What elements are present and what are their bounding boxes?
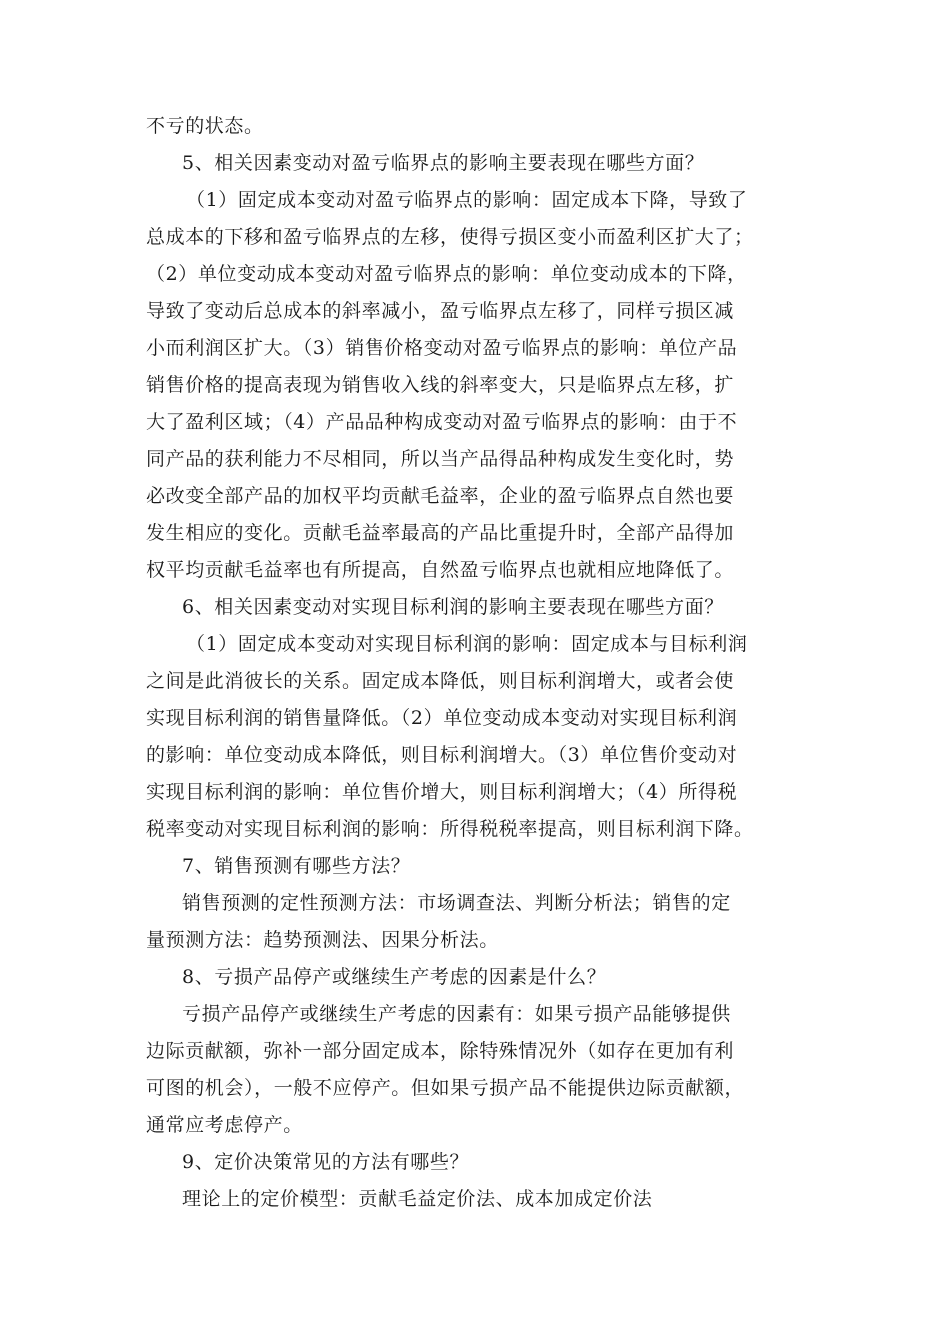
text-line: 销售预测的定性预测方法：市场调查法、判断分析法；销售的定 bbox=[182, 892, 731, 914]
text-line: 5、相关因素变动对盈亏临界点的影响主要表现在哪些方面？ bbox=[182, 152, 705, 174]
text-line: 必改变全部产品的加权平均贡献毛益率，企业的盈亏临界点自然也要 bbox=[146, 485, 735, 507]
text-line: 同产品的获利能力不尽相同，所以当产品得品种构成发生变化时，势 bbox=[146, 448, 735, 470]
text-line: 亏损产品停产或继续生产考虑的因素有：如果亏损产品能够提供 bbox=[182, 1003, 731, 1025]
text-line: 实现目标利润的影响：单位售价增大，则目标利润增大；（4）所得税 bbox=[146, 781, 738, 803]
text-line: 可图的机会），一般不应停产。但如果亏损产品不能提供边际贡献额， bbox=[146, 1077, 745, 1099]
text-line: 8、亏损产品停产或继续生产考虑的因素是什么？ bbox=[182, 966, 607, 988]
text-line: （2）单位变动成本变动对盈亏临界点的影响：单位变动成本的下降， bbox=[146, 263, 747, 285]
text-line: （1）固定成本变动对盈亏临界点的影响：固定成本下降，导致了 bbox=[186, 189, 748, 211]
text-line: 通常应考虑停产。 bbox=[146, 1114, 303, 1136]
text-line: 导致了变动后总成本的斜率减小，盈亏临界点左移了，同样亏损区减 bbox=[146, 300, 735, 322]
text-line: 的影响：单位变动成本降低，则目标利润增大。（3）单位售价变动对 bbox=[146, 744, 738, 766]
text-line: 9、定价决策常见的方法有哪些？ bbox=[182, 1151, 470, 1173]
text-line: 总成本的下移和盈亏临界点的左移，使得亏损区变小而盈利区扩大了； bbox=[146, 226, 754, 248]
text-line: 边际贡献额，弥补一部分固定成本，除特殊情况外（如存在更加有利 bbox=[146, 1040, 735, 1062]
text-line: 税率变动对实现目标利润的影响：所得税税率提高，则目标利润下降。 bbox=[146, 818, 754, 840]
text-line: 小而利润区扩大。（3）销售价格变动对盈亏临界点的影响：单位产品 bbox=[146, 337, 738, 359]
text-line: 权平均贡献毛益率也有所提高，自然盈亏临界点也就相应地降低了。 bbox=[146, 559, 735, 581]
text-line: 之间是此消彼长的关系。固定成本降低，则目标利润增大，或者会使 bbox=[146, 670, 735, 692]
text-line: 不亏的状态。 bbox=[146, 115, 264, 137]
body-text bbox=[146, 108, 821, 1218]
text-line: 销售价格的提高表现为销售收入线的斜率变大，只是临界点左移，扩 bbox=[146, 374, 735, 396]
text-line: 实现目标利润的销售量降低。（2）单位变动成本变动对实现目标利润 bbox=[146, 707, 738, 729]
text-line: （1）固定成本变动对实现目标利润的影响：固定成本与目标利润 bbox=[186, 633, 748, 655]
text-line: 发生相应的变化。贡献毛益率最高的产品比重提升时，全部产品得加 bbox=[146, 522, 735, 544]
text-line: 7、销售预测有哪些方法？ bbox=[182, 855, 411, 877]
text-line: 理论上的定价模型：贡献毛益定价法、成本加成定价法 bbox=[182, 1188, 653, 1210]
text-line: 6、相关因素变动对实现目标利润的影响主要表现在哪些方面？ bbox=[182, 596, 724, 618]
text-line: 量预测方法：趋势预测法、因果分析法。 bbox=[146, 929, 499, 951]
text-line: 大了盈利区域；（4）产品品种构成变动对盈亏临界点的影响：由于不 bbox=[146, 411, 738, 433]
